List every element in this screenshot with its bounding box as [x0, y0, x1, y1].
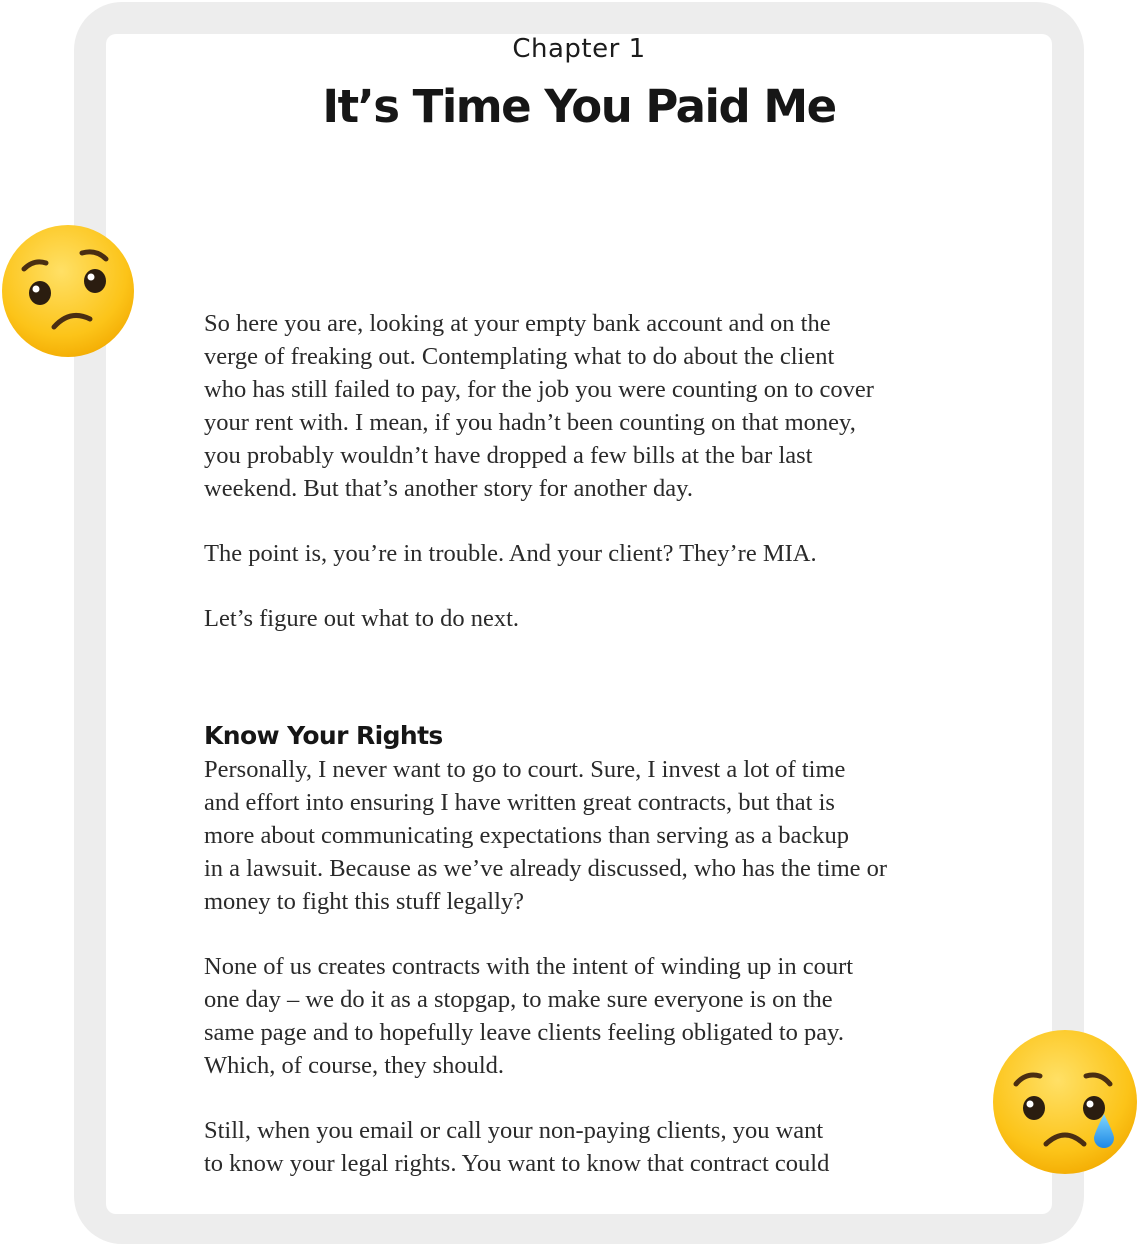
section-paragraph: Personally, I never want to go to court. Sure, I invest a lot of time and effort into ensuring I have written great contracts, but that is more about communicating expectations than serving as a backup in a lawsuit. Because as we’ve already discussed, who has the time or money to fight this stuff legally?	[204, 756, 888, 915]
chapter-label: Chapter 1	[512, 34, 646, 64]
chapter-title: It’s Time You Paid Me	[322, 80, 836, 133]
intro-paragraph: Let’s figure out what to do next.	[204, 605, 520, 632]
section-paragraph: Still, when you email or call your non-paying clients, you want to know your legal rights. You want to know that contract could	[204, 1117, 830, 1177]
section-heading: Know Your Rights	[204, 721, 443, 750]
book-page	[106, 34, 1052, 1214]
worried-face-icon	[0, 223, 136, 359]
crying-face-icon	[990, 1030, 1140, 1180]
intro-paragraph: The point is, you’re in trouble. And your client? They’re MIA.	[204, 540, 817, 567]
section-paragraph: None of us creates contracts with the intent of winding up in court one day – we do it as a stopgap, to make sure everyone is on the same page and to hopefully leave clients feeling obligated to pay. Which, of course, they should.	[204, 953, 854, 1079]
intro-paragraph: So here you are, looking at your empty bank account and on the verge of freaking out. Contemplating what to do about the client who has still failed to pay, for the job you were counting on to cover your rent with. I mean, if you hadn’t been counting on that money, you probably wouldn’t have dropped a few bills at the bar last weekend. But that’s another story for another day.	[204, 310, 874, 502]
page-body	[204, 307, 964, 1212]
